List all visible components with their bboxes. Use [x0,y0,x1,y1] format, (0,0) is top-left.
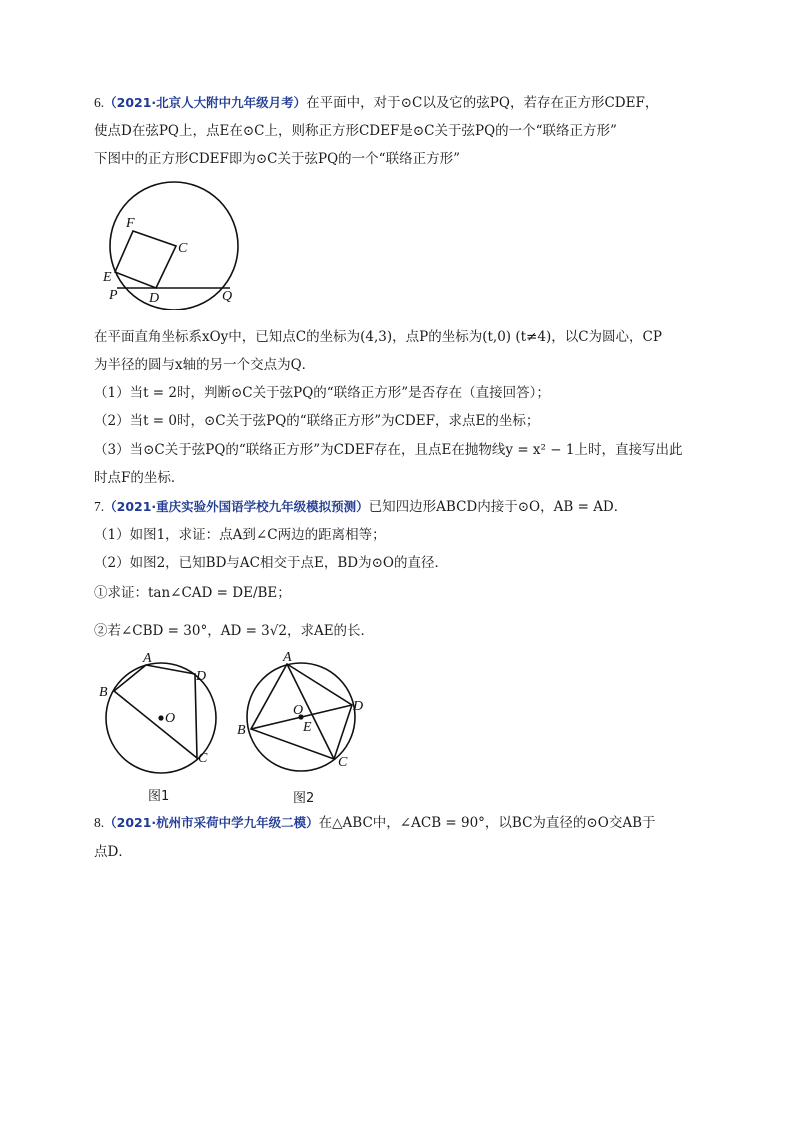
q8-source: （2021·杭州市采荷中学九年级二模） [104,815,319,830]
q7-source: （2021·重庆实验外国语学校九年级模拟预测） [104,499,369,514]
q6-part3a: （3）当⊙C关于弦PQ的“联络正方形”为CDEF存在，且点E在抛物线y = x² − 1上时，直接写出此 [94,442,683,458]
q7-stem: 已知四边形ABCD内接于⊙O，AB = AD． [368,499,628,515]
q7-fig2-label-B: B [237,723,246,738]
q7-part1: （1）如图1，求证：点A到∠C两边的距离相等； [94,527,386,543]
q6-line3: 下图中的正方形CDEF即为⊙C关于弦PQ的一个“联络正方形” [94,151,460,167]
q7-number: 7. [94,499,105,514]
q7-sub1: ①求证：tan∠CAD = DE/BE； [94,585,291,601]
q6-source: （2021·北京人大附中九年级月考） [104,95,307,110]
q7-fig2-label-A: A [283,650,292,665]
q6-label-C: C [178,241,188,256]
q6-label-F: F [126,216,135,231]
q6-square-CDEF [115,231,176,288]
q6-label-Q: Q [222,289,233,304]
q7-fig2-label-O: O [293,703,304,718]
q7-fig1-label-O: O [165,711,176,726]
q6-part1: （1）当t = 2时，判断⊙C关于弦PQ的“联络正方形”是否存在（直接回答）； [94,385,550,401]
q7-caption-fig2: 图2 [293,791,315,806]
q7-caption-fig1: 图1 [148,789,170,804]
q7-fig2-label-E: E [303,720,312,735]
q8-number: 8. [94,815,105,830]
q7-part2: （2）如图2，已知BD与AC相交于点E，BD为⊙O的直径． [94,555,448,571]
q7-fig1-center-dot [158,715,163,720]
q6-part2: （2）当t = 0时，⊙C关于弦PQ的“联络正方形”为CDEF，求点E的坐标； [94,413,540,429]
q6-label-D: D [149,291,160,306]
q8-line1 [94,813,656,833]
q7-fig1-label-D: D [196,669,207,684]
q8-line2: 点D． [94,844,132,860]
q7-fig1-quadrilateral [114,665,197,758]
q6-label-P: P [109,288,118,303]
q6-line1 [94,93,658,113]
q7-line1 [94,497,627,517]
q7-fig1-label-B: B [99,685,108,700]
q6-line5: 为半径的圆与x轴的另一个交点为Q． [94,357,316,373]
q7-fig1-label-A: A [143,651,152,666]
q6-text1: 在平面中，对于⊙C以及它的弦PQ，若存在正方形CDEF， [306,95,659,111]
q7-fig2-label-D: D [353,699,364,714]
q6-line2: 使点D在弦PQ上，点E在⊙C上，则称正方形CDEF是⊙C关于弦PQ的一个“联络正方形” [94,123,617,139]
q6-part3b: 时点F的坐标． [94,470,185,486]
q6-figure [100,180,250,310]
q6-label-E: E [103,270,112,285]
q7-fig2-label-C: C [338,755,348,770]
q7-figure1 [95,648,225,778]
q7-sub2: ②若∠CBD = 30°，AD = 3√2，求AE的长． [94,623,375,639]
q8-text1: 在△ABC中，∠ACB = 90°，以BC为直径的⊙O交AB于 [318,815,656,831]
q6-number: 6. [94,95,105,110]
q6-line4: 在平面直角坐标系xOy中，已知点C的坐标为(4,3)，点P的坐标为(t,0) (t≠4)，以C为圆心，CP [94,329,662,345]
q7-fig1-label-C: C [198,751,208,766]
q7-figure2 [232,648,372,778]
